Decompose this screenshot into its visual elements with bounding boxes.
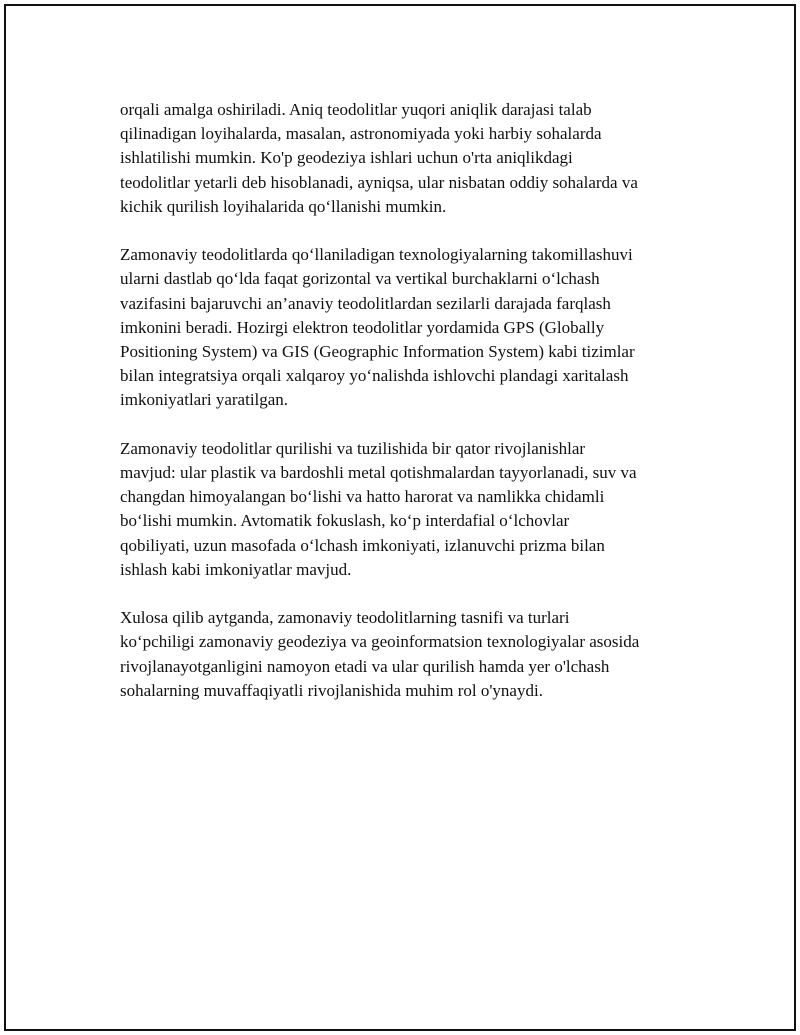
text-line: ishlatilishi mumkin. Ko'p geodeziya ishlari uchun o'rta aniqlikdagi	[120, 148, 573, 168]
paragraph-3	[120, 437, 692, 582]
text-line: imkoniyatlari yaratilgan.	[120, 390, 289, 410]
text-line: Zamonaviy teodolitlarda qo‘llaniladigan texnologiyalarning takomillashuvi	[120, 245, 633, 265]
text-line: rivojlanayotganligini namoyon etadi va ular qurilish hamda yer o'lchash	[120, 656, 610, 676]
text-line: teodolitlar yetarli deb hisoblanadi, ayniqsa, ular nisbatan oddiy sohalarda va	[120, 172, 638, 192]
text-line: vazifasini bajaruvchi an’anaviy teodolitlardan sezilarli darajada farqlash	[120, 293, 611, 313]
text-line: Xulosa qilib aytganda, zamonaviy teodolitlarning tasnifi va turlari	[120, 608, 570, 628]
text-line: Positioning System) va GIS (Geographic Information System) kabi tizimlar	[120, 342, 635, 362]
text-line: kichik qurilish loyihalarida qo‘llanishi mumkin.	[120, 196, 447, 216]
text-line: ishlash kabi imkoniyatlar mavjud.	[120, 559, 352, 579]
text-line: qobiliyati, uzun masofada o‘lchash imkoniyati, izlanuvchi prizma bilan	[120, 535, 605, 555]
text-line: bo‘lishi mumkin. Avtomatik fokuslash, ko‘p interdafial o‘lchovlar	[120, 511, 570, 531]
text-line: ularni dastlab qo‘lda faqat gorizontal va vertikal burchaklarni o‘lchash	[120, 269, 600, 289]
text-line: imkonini beradi. Hozirgi elektron teodolitlar yordamida GPS (Globally	[120, 317, 605, 337]
paragraph-4	[120, 606, 692, 703]
text-line: mavjud: ular plastik va bardoshli metal qotishmalardan tayyorlanadi, suv va	[120, 463, 637, 483]
text-line: sohalarning muvaffaqiyatli rivojlanishida muhim rol o'ynaydi.	[120, 680, 543, 700]
text-line: qilinadigan loyihalarda, masalan, astronomiyada yoki harbiy sohalarda	[120, 124, 602, 144]
paragraph-1	[120, 98, 692, 219]
text-line: ko‘pchiligi zamonaviy geodeziya va geoinformatsion texnologiyalar asosida	[120, 632, 640, 652]
paragraph-2	[120, 243, 692, 412]
text-line: changdan himoyalangan bo‘lishi va hatto harorat va namlikka chidamli	[120, 487, 605, 507]
text-line: bilan integratsiya orqali xalqaroy yo‘nalishda ishlovchi plandagi xaritalash	[120, 366, 629, 386]
text-line: Zamonaviy teodolitlar qurilishi va tuzilishida bir qator rivojlanishlar	[120, 438, 586, 458]
document-body	[120, 98, 692, 703]
document-page	[4, 4, 796, 1031]
text-line: orqali amalga oshiriladi. Aniq teodolitlar yuqori aniqlik darajasi talab	[120, 100, 592, 119]
